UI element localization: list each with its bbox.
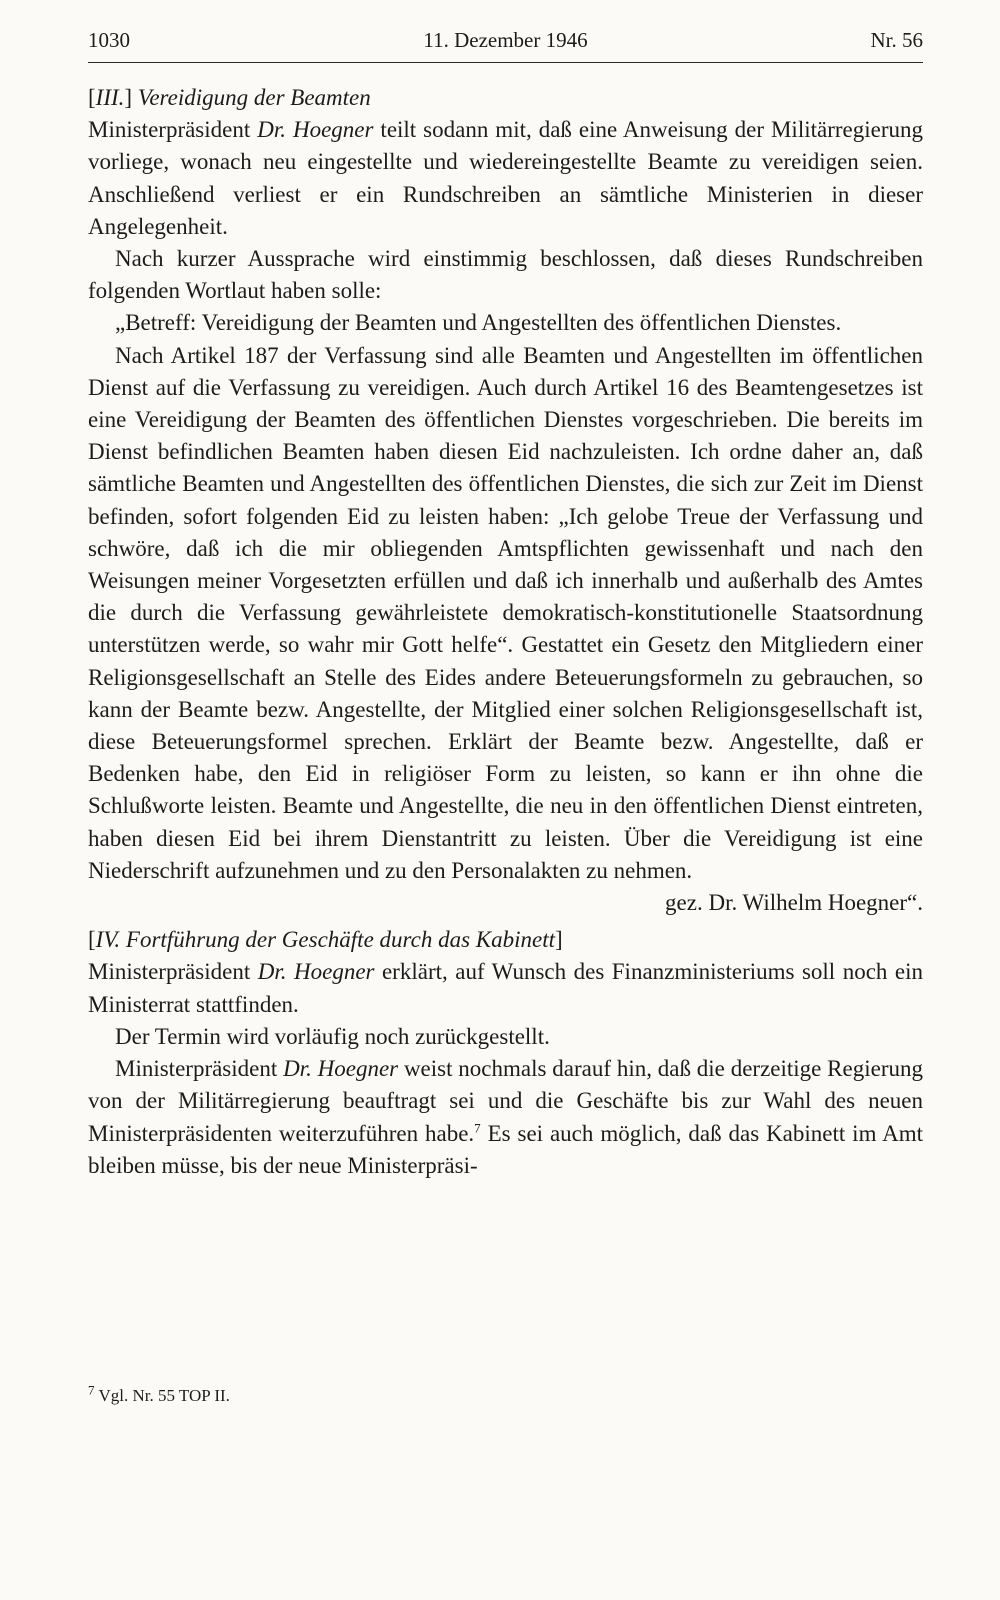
paragraph-5 <box>88 956 923 1020</box>
heading-numeral: IV. <box>95 927 121 953</box>
heading-bracket-open: [ <box>88 85 96 110</box>
header-date: 11. Dezember 1946 <box>423 28 588 52</box>
page-number: 1030 <box>88 28 130 52</box>
text-run: Es sei auch möglich, daß das Kabinett im Amt bleiben müsse, bis der neue Ministerpräsi- <box>88 1120 924 1178</box>
heading-bracket-close: ] <box>124 85 133 110</box>
document-body <box>88 82 923 1182</box>
footnote-mark: 7 <box>88 1382 95 1398</box>
text-run: Ministerpräsident <box>115 1056 284 1082</box>
text-run: erklärt, auf Wunsch des Finanzministeriums soll noch ein Ministerrat stattfinden. <box>88 959 923 1017</box>
text-run: Ministerpräsident <box>88 959 258 985</box>
circular-body: Nach Artikel 187 der Verfassung sind alle Beamten und Angestellten im öffentlichen Dienst auf die Verfassung zu vereidigen. Auch durch Artikel 16 des Beamtengesetzes ist eine Vereidigung der Beamten des öffentlichen Dienstes vorgeschrieben. Die bereits im Dienst befindlichen Beamten haben diesen Eid nachzuleisten. Ich ordne daher an, daß sämtliche Beamten und Angestellten des öffentlichen Dienstes, die sich zur Zeit im Dienst befinden, sofort folgenden Eid zu leisten haben: „Ich gelobe Treue der Verfassung und schwöre, daß ich die mir obliegenden Amtspflichten gewissenhaft und nach den Weisungen meiner Vorgesetzten erfüllen und daß ich innerhalb und außerhalb des Amtes die durch die Verfassung gewährleistete demokratisch-konstitutionelle Staatsordnung unterstützen werde, so wahr mir Gott helfe“. Gestattet ein Gesetz den Mitgliedern einer Religionsgesellschaft an Stelle des Eides andere Beteuerungsformeln zu gebrauchen, so kann der Beamte bezw. Angestellte, der Mitglied einer solchen Religionsgesellschaft ist, diese Beteuerungsformel sprechen. Erklärt der Beamte bezw. Angestellte, daß er Bedenken habe, den Eid in religiöser Form zu leisten, so kann er ihn ohne die Schlußworte leisten. Beamte und Angestellte, die neu in den öffentlichen Dienst eintreten, haben diesen Eid bei ihrem Dienstantritt zu leisten. Über die Vereidigung ist eine Niederschrift aufzunehmen und zu den Personalakten zu nehmen. <box>88 342 923 883</box>
person-name: Dr. Hoegner <box>257 117 374 143</box>
text-run: Ministerpräsident <box>88 117 258 143</box>
person-name: Dr. Hoegner <box>257 959 375 985</box>
circular-subject: „Betreff: Vereidigung der Beamten und Angestellten des öffentlichen Dienstes. <box>115 310 842 336</box>
heading-numeral: III. <box>95 85 125 110</box>
header-rule <box>88 62 923 63</box>
paragraph-7 <box>88 1053 923 1182</box>
text-run: teilt sodann mit, daß eine Anweisung der Militärregierung vorliege, wonach neu eingestellte und wiedereingestellte Beamte zu vereidigen seien. Anschließend verliest er ein Rundschreiben an sämtliche Ministerien in dieser Angelegenheit. <box>88 117 923 239</box>
issue-number: Nr. 56 <box>870 28 923 52</box>
heading-title: Fortführung der Geschäfte durch das Kabinett <box>120 927 556 953</box>
person-name: Dr. Hoegner <box>283 1056 399 1082</box>
footnote-reference: 7 <box>474 1119 481 1135</box>
page-header <box>88 28 923 60</box>
paragraph-6: Der Termin wird vorläufig noch zurückgestellt. <box>115 1023 550 1049</box>
text-run: weist nochmals darauf hin, daß die derzeitige Regierung von der Militärregierung beauftragt sei und die Geschäfte bis zur Wahl des neuen Ministerpräsidenten weiterzuführen habe. <box>88 1056 923 1146</box>
signature-line: gez. Dr. Wilhelm Hoegner“. <box>665 890 923 916</box>
footnote <box>88 1382 923 1406</box>
paragraph-2: Nach kurzer Aussprache wird einstimmig beschlossen, daß dieses Rundschreiben folgenden Wortlaut haben solle: <box>88 246 923 304</box>
footnote-text: Vgl. Nr. 55 TOP II. <box>94 1386 230 1405</box>
heading-title: Vereidigung der Beamten <box>132 85 371 110</box>
paragraph-1 <box>88 114 923 243</box>
heading-bracket-open: [ <box>88 927 96 953</box>
heading-bracket-close: ] <box>555 927 563 953</box>
section-heading-iii <box>88 82 923 114</box>
section-heading-iv <box>88 924 923 956</box>
